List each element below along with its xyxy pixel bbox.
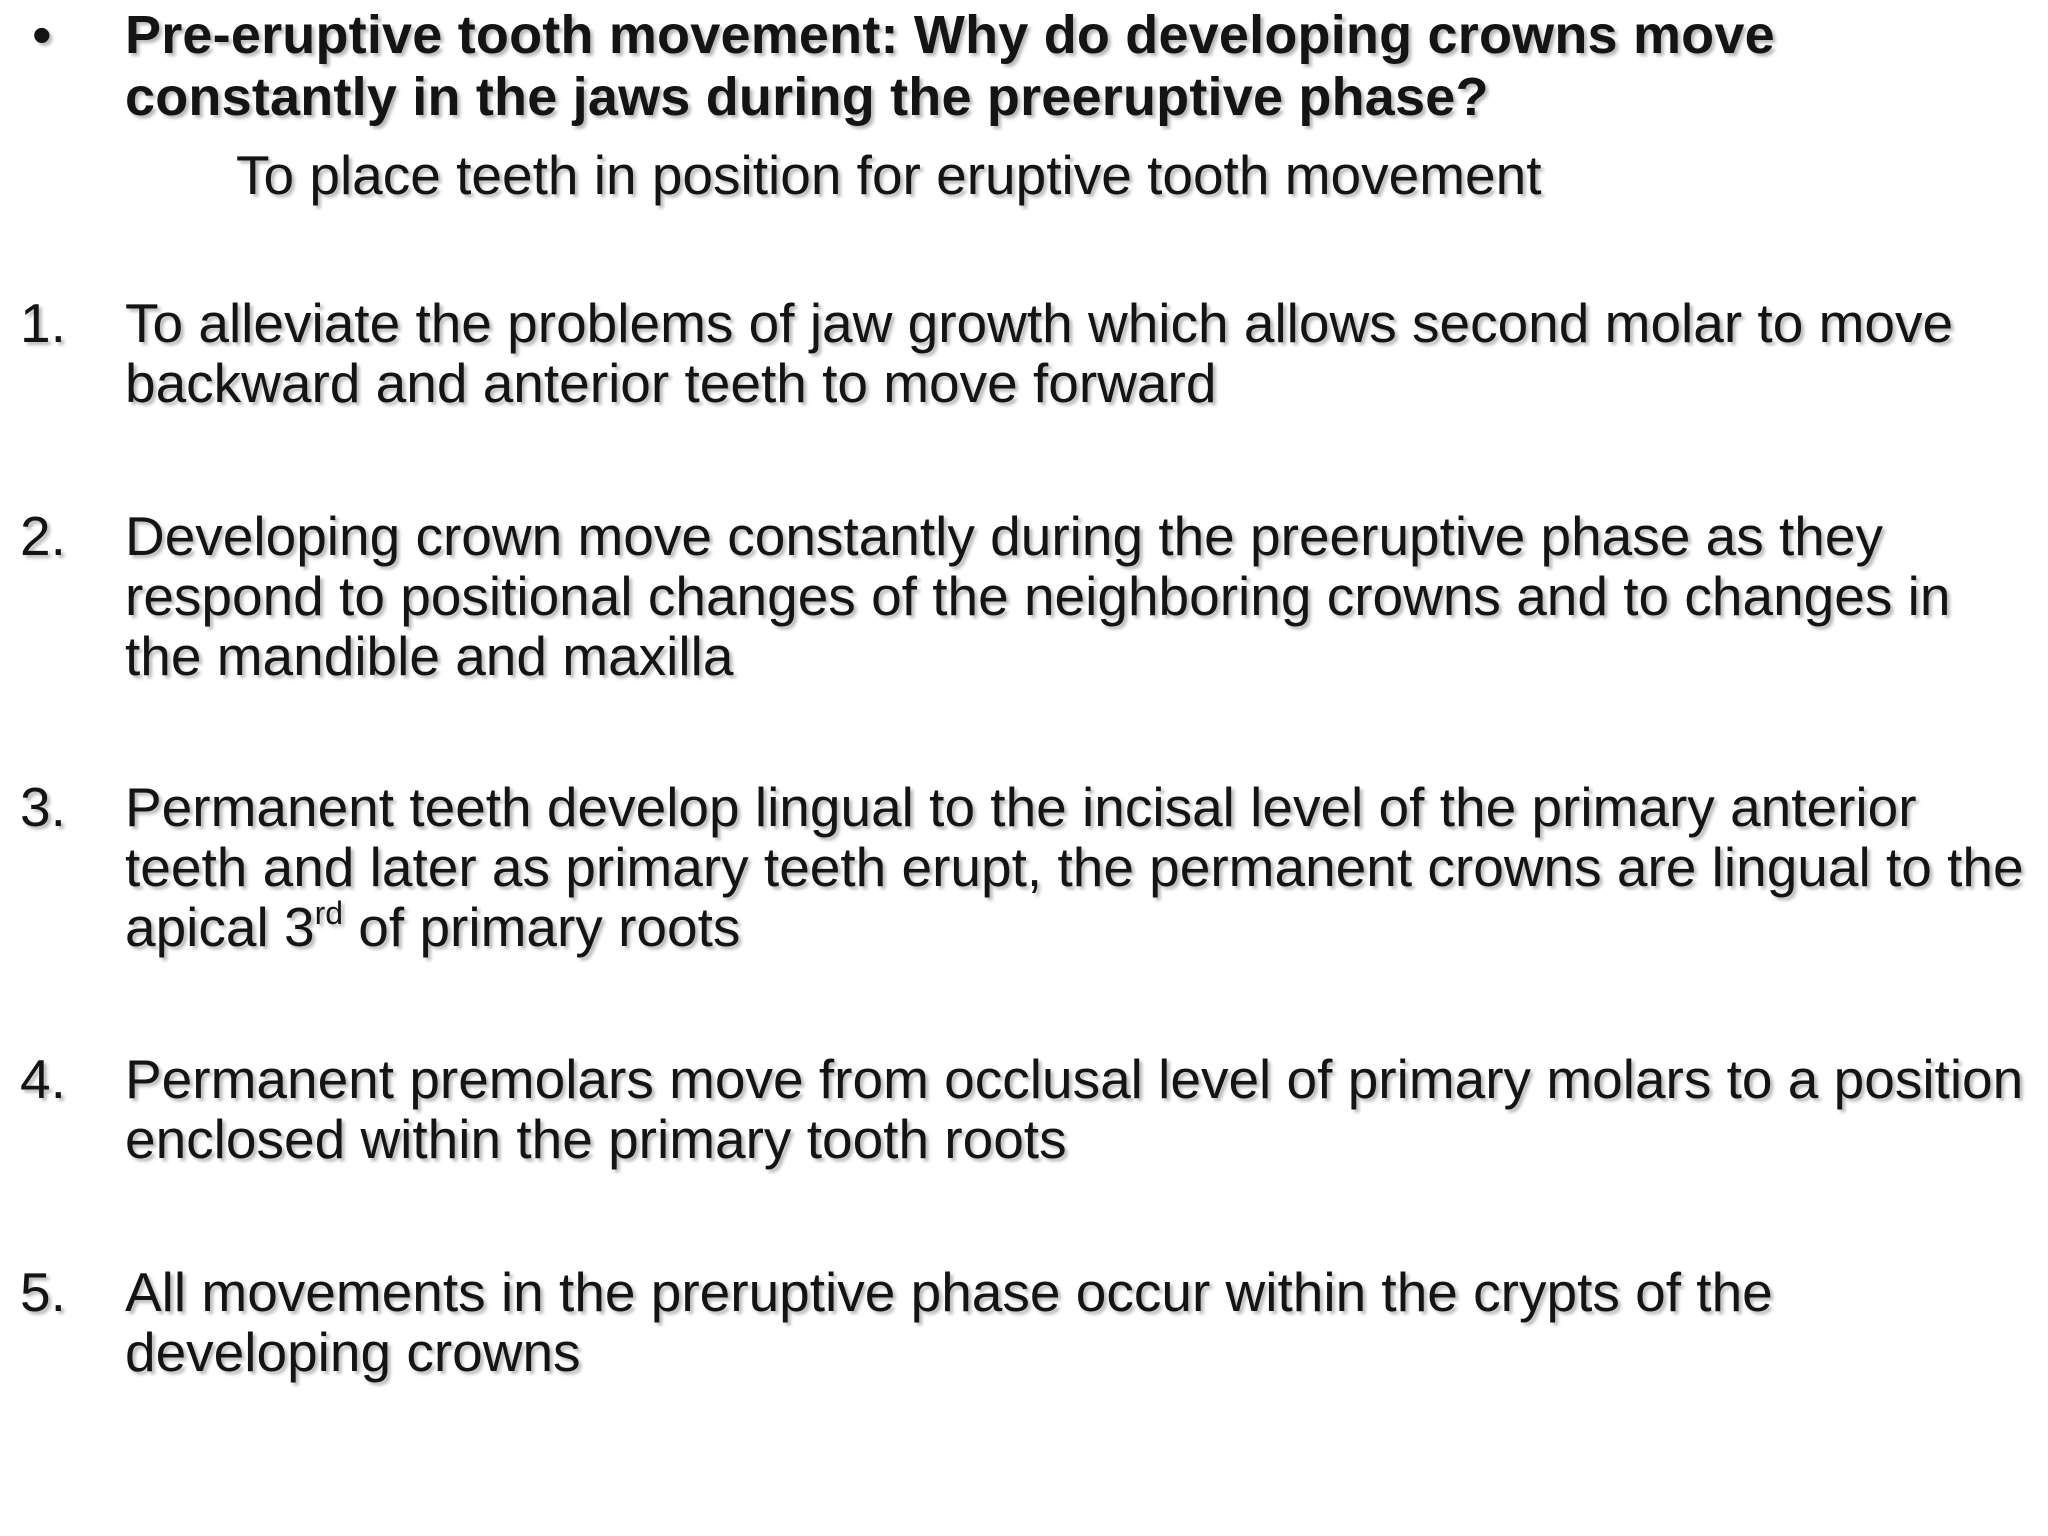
list-item-number: 1. bbox=[20, 292, 66, 354]
list-item-number: 3. bbox=[20, 776, 66, 838]
list-item-text bbox=[125, 777, 2035, 957]
list-item-text-main: Permanent teeth develop lingual to the incisal level of the primary anterior teeth and later as primary teeth erupt, the permanent crowns are lingual to the apical 3 bbox=[125, 776, 2024, 958]
list-item-text: Permanent premolars move from occlusal level of primary molars to a position enclosed within the primary tooth roots bbox=[125, 1048, 2024, 1170]
list-item-number: 5. bbox=[20, 1261, 66, 1323]
answer-text: To place teeth in position for eruptive tooth movement bbox=[236, 144, 1542, 206]
list-item-text: To alleviate the problems of jaw growth which allows second molar to move backward and anterior teeth to move forward bbox=[125, 292, 1954, 414]
list-item-text-tail: of primary roots bbox=[343, 896, 741, 958]
ordinal-suffix: rd bbox=[314, 895, 344, 931]
bullet-marker: • bbox=[32, 3, 52, 66]
slide-heading: Pre-eruptive tooth movement: Why do developing crowns move constantly in the jaws during the preeruptive phase? bbox=[125, 5, 1775, 127]
list-item-text: Developing crown move constantly during the preeruptive phase as they respond to positional changes of the neighboring crowns and to changes in the mandible and maxilla bbox=[125, 505, 1951, 687]
list-item-text: All movements in the preruptive phase occur within the crypts of the developing crowns bbox=[125, 1261, 1773, 1383]
list-item-number: 2. bbox=[20, 505, 66, 567]
list-item-number: 4. bbox=[20, 1048, 66, 1110]
